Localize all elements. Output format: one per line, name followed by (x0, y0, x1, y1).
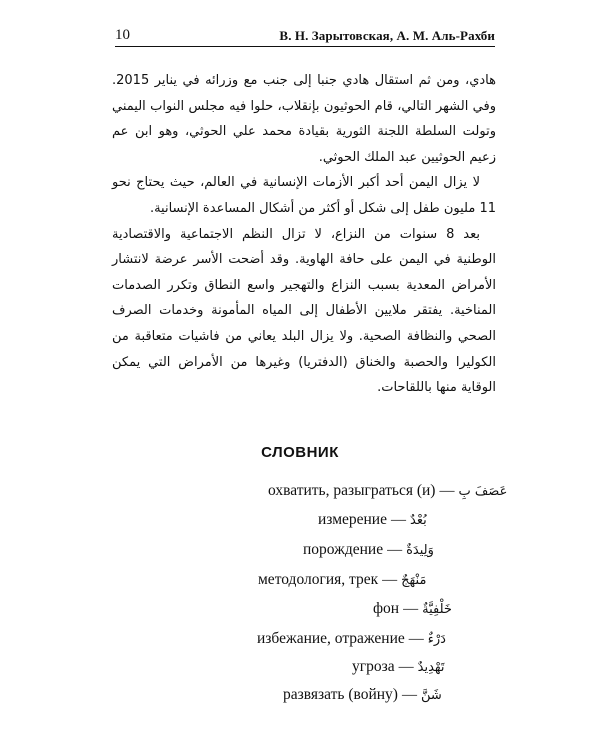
glossary-entry (257, 628, 446, 654)
glossary-entry (373, 598, 452, 624)
glossary-arabic-term: دَرْءٌ (427, 632, 446, 647)
glossary-dash: — (408, 631, 424, 647)
glossary-translation: фон (373, 600, 400, 617)
glossary-dash: — (403, 601, 419, 617)
paragraph: بعد 8 سنوات من النزاع، لا تزال النظم الاجتماعية والاقتصادية الوطنية في اليمن على حافة الهاوية. وقد أضحت الأسر عرضة لانتشار الأمراض المعدية بسبب النزاع والتهجير واسع النطاق وتكرر الصدمات المناخية. يفتقر ملايين الأطفال إلى المياه المأمونة وخدمات الصرف الصحي والنظافة الصحية. ولا يزال البلد يعاني من فاشيات متعاقبة من الكوليرا والحصبة والخناق (الدفتريا) وغيرها من الأمراض التي يمكن الوقاية منها باللقاحات. (112, 226, 496, 396)
glossary-arabic-term: تَهْدِيدٌ (417, 660, 445, 675)
glossary-translation: избежание, отражение (257, 630, 405, 647)
glossary-translation: развязать (войну) (283, 686, 398, 703)
glossary-entry (303, 539, 434, 565)
glossary-dash: — (398, 659, 414, 675)
arabic-body-text (112, 68, 496, 401)
running-head: В. Н. Зарытовская, А. М. Аль-Рахби (279, 28, 495, 43)
glossary-dash: — (382, 572, 398, 588)
glossary-arabic-term: خَلْفِيَّةٌ (422, 602, 452, 617)
glossary-arabic-term: شَنَّ (420, 688, 442, 703)
paragraph: هادي، ومن ثم استقال هادي جنبا إلى جنب مع وزرائه في يناير 2015. وفي الشهر التالي، قام الحوثيون بإنقلاب، حلوا فيه مجلس النواب اليمني وتولت السلطة اللجنة الثورية بقيادة محمد علي الحوثي، وهو ابن عم زعيم الحوثيين عبد الملك الحوثي. (112, 73, 496, 165)
glossary-dash: — (391, 512, 406, 528)
paragraph: لا يزال اليمن أحد أكبر الأزمات الإنسانية في العالم، حيث يحتاج نحو 11 مليون طفل إلى شكل أو أكثر من أشكال المساعدة الإنسانية. (112, 175, 496, 216)
glossary-entry (258, 569, 426, 595)
glossary-dash: — (439, 483, 455, 499)
glossary-translation: охватить, разыграться (и) (268, 482, 436, 499)
page-header (115, 24, 495, 47)
glossary-dash: — (401, 687, 417, 703)
glossary-dash: — (387, 542, 403, 558)
glossary-entry (352, 656, 445, 682)
glossary-translation: измерение (318, 511, 387, 528)
glossary-translation: угроза (352, 658, 395, 675)
glossary-translation: методология, трек (258, 571, 379, 588)
glossary-entry (268, 480, 507, 506)
glossary-arabic-term: عَصَفَ بِ (458, 484, 508, 499)
page-number: 10 (115, 27, 130, 43)
glossary-translation: порождение (303, 541, 384, 558)
glossary-arabic-term: مَنْهَجٌ (401, 573, 427, 588)
glossary-heading: СЛОВНИК (261, 444, 339, 461)
glossary-arabic-term: وَلِيدَةٌ (406, 543, 434, 558)
glossary-arabic-term: بُعْدٌ (410, 513, 427, 528)
glossary-entry (318, 509, 427, 535)
glossary-entry (283, 684, 442, 710)
